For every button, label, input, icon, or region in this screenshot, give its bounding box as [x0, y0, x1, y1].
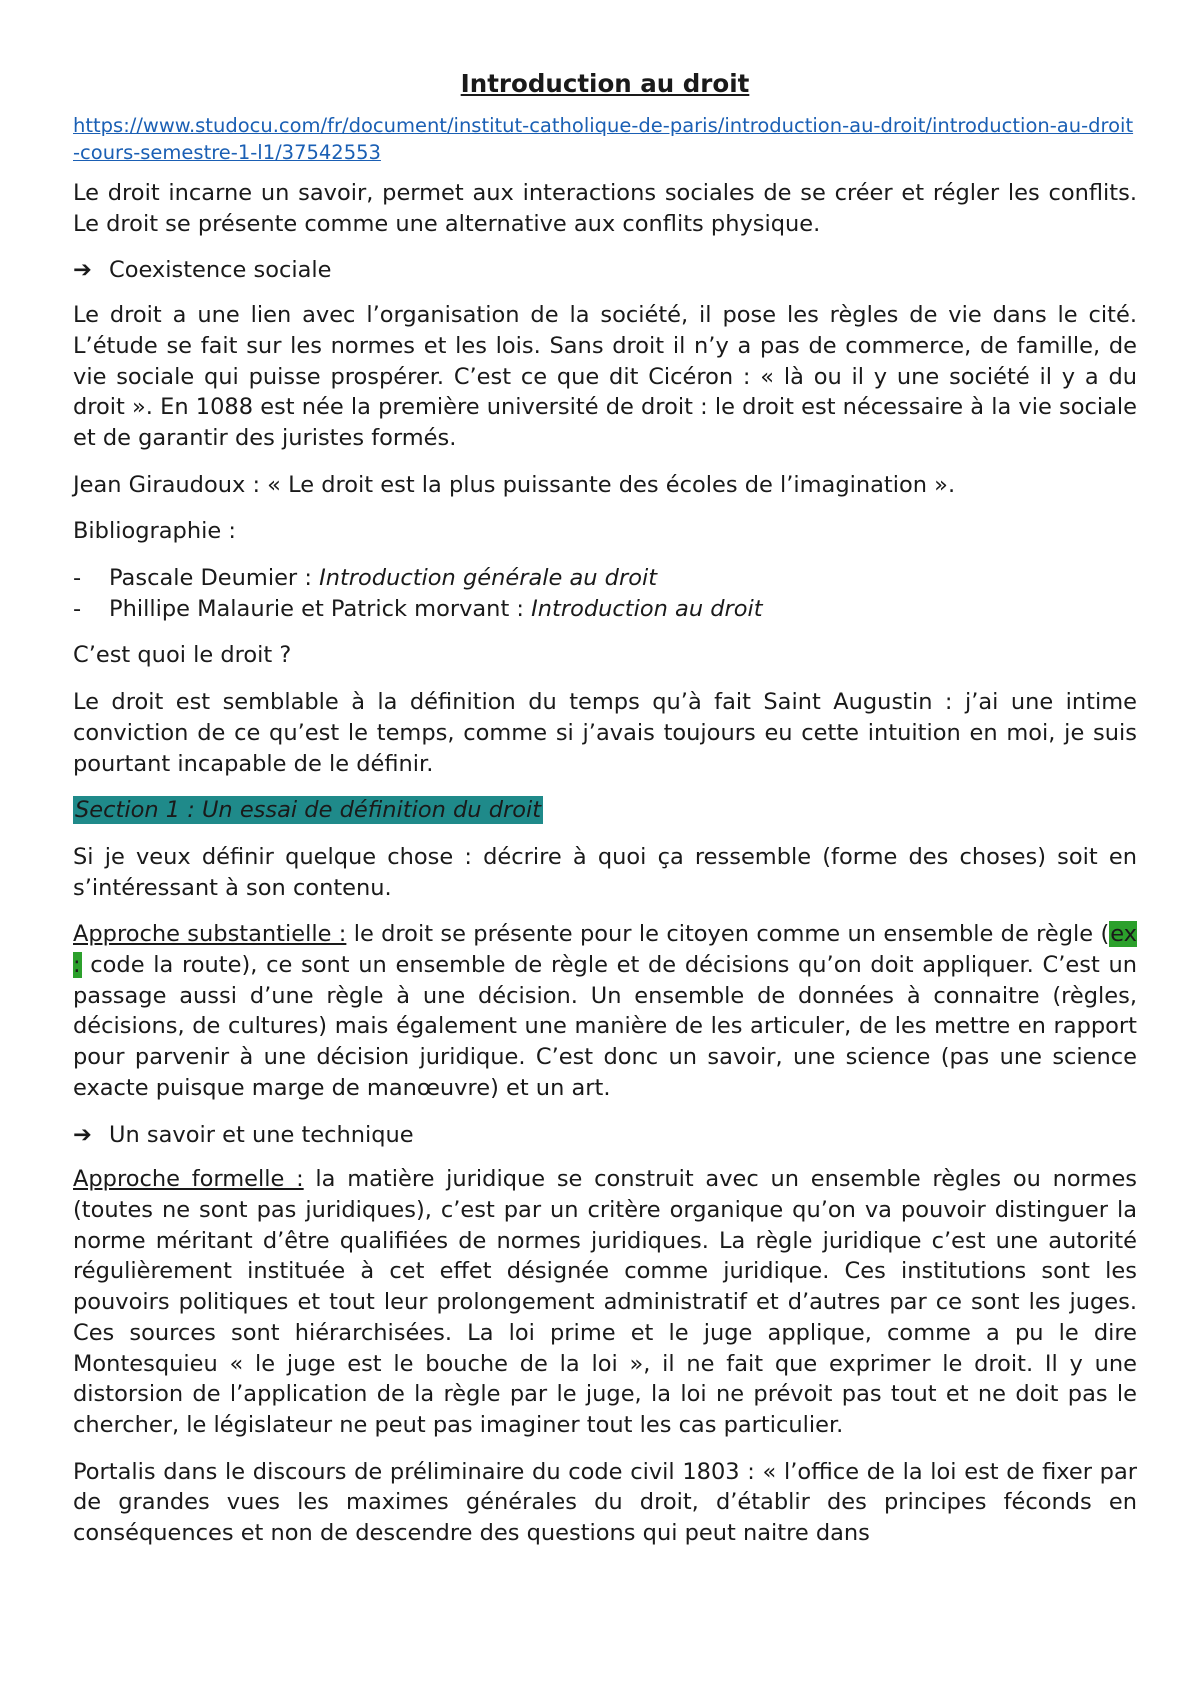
heading-coexistence [73, 255, 1137, 286]
paragraph-approche-formelle [73, 1164, 1137, 1440]
bib-author: Pascale Deumier : [109, 565, 320, 592]
section-1-heading: Section 1 : Un essai de définition du droit [75, 797, 542, 824]
approche-formelle-label: Approche formelle : [73, 1166, 304, 1193]
heading-savoir-technique [73, 1120, 1137, 1151]
list-dash: - [73, 565, 82, 592]
paragraph-portalis: Portalis dans le discours de préliminaire du code civil 1803 : « l’office de la loi est de fixer par de grandes vues les maximes générales du droit, d’établir des principes féconds en conséquences et non de descendre des questions qui peut naitre dans [73, 1458, 1137, 1547]
document-title: Introduction au droit [460, 69, 750, 98]
source-link[interactable]: https://www.studocu.com/fr/document/institut-catholique-de-paris/introduction-au-droit/introduction-au-droit-cours-semestre-1-l1/37542553 [73, 114, 1134, 164]
intro-paragraph: Le droit incarne un savoir, permet aux interactions sociales de se créer et régler les conflits. Le droit se présente comme une alternative aux conflits physique. [73, 180, 1137, 237]
bib-author: Phillipe Malaurie et Patrick morvant : [109, 595, 532, 622]
heading-savoir-technique-text: Un savoir et une technique [109, 1121, 414, 1148]
arrow-right-icon: ➔ [73, 1121, 92, 1148]
bib-work: Introduction générale au droit [319, 565, 658, 592]
document-page [73, 68, 1137, 1565]
question-heading: C’est quoi le droit ? [73, 642, 292, 669]
list-dash: - [73, 595, 82, 622]
bib-work: Introduction au droit [531, 595, 763, 622]
arrow-right-icon: ➔ [73, 257, 92, 284]
quote-giraudoux: Jean Giraudoux : « Le droit est la plus puissante des écoles de l’imagination ». [73, 471, 956, 498]
paragraph-approche-substantielle [73, 919, 1137, 1103]
bibliography-item [73, 563, 1137, 594]
paragraph-definir: Si je veux définir quelque chose : décrire à quoi ça ressemble (forme des choses) soit en s’intéressant à son contenu. [73, 843, 1137, 901]
approche-substantielle-text-b: code la route), ce sont un ensemble de règle et de décisions qu’on doit appliquer. C’est un passage aussi d’une règle à une décision. Un ensemble de données à connaitre (règles, décisions, de cultures) mais également une manière de les articuler, de les mettre en rapport pour parvenir à une décision juridique. C’est donc un savoir, une science (pas une science exacte puisque marge de manœuvre) et un art. [73, 952, 1137, 1101]
heading-coexistence-text: Coexistence sociale [109, 257, 332, 284]
section-1-heading-wrap [73, 795, 1137, 826]
paragraph-augustin: Le droit est semblable à la définition du temps qu’à fait Saint Augustin : j’ai une intime conviction de ce qu’est le temps, comme si j’avais toujours eu cette intuition en moi, je suis pourtant incapable de le définir. [73, 689, 1137, 777]
bibliography-item [73, 594, 1137, 625]
bibliography-list [73, 563, 1137, 624]
approche-substantielle-label: Approche substantielle : [73, 921, 347, 948]
approche-formelle-text: la matière juridique se construit avec un ensemble règles ou normes (toutes ne sont pas juridiques), c’est par un critère organique qu’on va pouvoir distinguer la norme méritant d’être qualifiées de normes juridiques. La règle juridique c’est une autorité régulièrement instituée à cet effet désignée comme juridique. Ces institutions sont les pouvoirs politiques et tout leur prolongement administratif et d’autres par ce sont les juges. Ces sources sont hiérarchisées. La loi prime et le juge applique, comme a pu le dire Montesquieu « le juge est le bouche de la loi », il ne fait que exprimer le droit. Il y une distorsion de l’application de la règle par le juge, la loi ne prévoit pas tout et ne doit pas le chercher, le législateur ne peut pas imaginer tout les cas particulier. [73, 1166, 1138, 1438]
bibliography-label: Bibliographie : [73, 518, 236, 545]
approche-substantielle-text-a: le droit se présente pour le citoyen comme un ensemble de règle ( [346, 921, 1110, 948]
highlight-ex: ex : [73, 921, 1137, 979]
paragraph-organisation: Le droit a une lien avec l’organisation de la société, il pose les règles de vie dans le cité. L’étude se fait sur les normes et les lois. Sans droit il n’y a pas de commerce, de famille, de vie sociale qui puisse prospérer. C’est ce que dit Cicéron : « là ou il y une société il y a du droit ». En 1088 est née la première université de droit : le droit est nécessaire à la vie sociale et de garantir des juristes formés. [73, 302, 1137, 451]
